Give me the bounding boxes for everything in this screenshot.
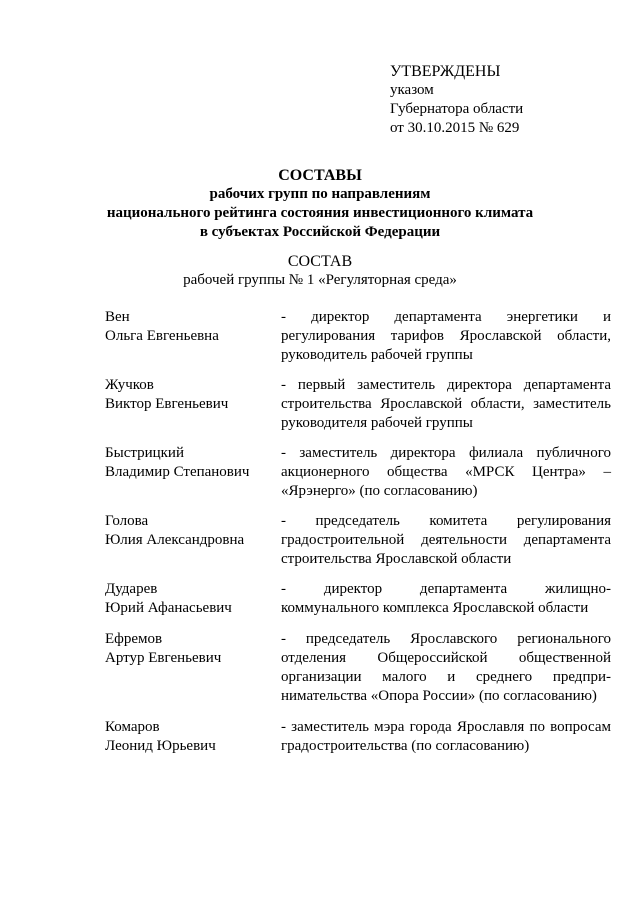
title-line-2: рабочих групп по направлениям [209, 186, 431, 202]
member-surname: Жучков [105, 377, 154, 393]
member-role-line: - директор департамента энергетики и [281, 309, 611, 325]
member-entry [0, 512, 640, 572]
approval-date: от 30.10.2015 № 629 [390, 120, 520, 136]
member-surname: Комаров [105, 719, 160, 735]
member-entry [0, 308, 640, 368]
group-heading-line-2: рабочей группы № 1 «Регуляторная среда» [183, 272, 457, 288]
member-role [281, 512, 611, 569]
member-surname: Вен [105, 309, 130, 325]
member-name [105, 512, 275, 550]
member-role-line: руководитель рабочей группы [281, 347, 473, 363]
document-title [0, 166, 640, 242]
title-line-1: СОСТАВЫ [278, 167, 362, 184]
member-role [281, 308, 611, 365]
member-surname: Голова [105, 513, 149, 529]
member-role-line: градостроительства (по согласованию) [281, 738, 530, 754]
approval-authority: Губернатора области [390, 101, 524, 117]
member-given-names: Юлия Александровна [105, 532, 245, 548]
member-role [281, 718, 611, 756]
member-role [281, 580, 611, 618]
group-heading [0, 252, 640, 290]
member-role-line: организации малого и среднего предпри- [281, 669, 611, 685]
member-surname: Дударев [105, 581, 158, 597]
member-entry [0, 630, 640, 704]
member-given-names: Юрий Афанасьевич [105, 600, 232, 616]
member-role-line: строительства Ярославской области, заместитель [281, 396, 611, 412]
member-name [105, 376, 275, 414]
member-role-line: - первый заместитель директора департамента [281, 377, 611, 393]
member-role-line: - заместитель мэра города Ярославля по вопросам [281, 719, 611, 735]
member-role-line: строительства Ярославской области [281, 551, 512, 567]
approval-stamp [390, 62, 523, 138]
member-role-line: регулирования тарифов Ярославской области, [281, 328, 611, 344]
member-role-line: - директор департамента жилищно- [281, 581, 611, 597]
member-given-names: Артур Евгеньевич [105, 650, 222, 666]
member-name [105, 444, 275, 482]
member-entry [0, 376, 640, 436]
member-role-line: акционерного общества «МРСК Центра» – [281, 464, 611, 480]
member-role-line: нимательства «Опора России» (по согласованию) [281, 688, 597, 704]
member-given-names: Владимир Степанович [105, 464, 250, 480]
member-name [105, 630, 275, 668]
member-role-line: - заместитель директора филиала публичного [281, 445, 611, 461]
member-role [281, 376, 611, 433]
member-role-line: - председатель комитета регулирования [281, 513, 611, 529]
approval-heading: УТВЕРЖДЕНЫ [390, 63, 501, 80]
member-surname: Быстрицкий [105, 445, 184, 461]
member-role-line: - председатель Ярославского регионального [281, 631, 611, 647]
member-role-line: «Ярэнерго» (по согласованию) [281, 483, 478, 499]
member-role-line: коммунального комплекса Ярославской области [281, 600, 589, 616]
member-entry [0, 718, 640, 778]
member-given-names: Виктор Евгеньевич [105, 396, 229, 412]
member-surname: Ефремов [105, 631, 163, 647]
approval-decree: указом [390, 82, 434, 98]
member-given-names: Ольга Евгеньевна [105, 328, 219, 344]
member-role-line: градостроительной деятельности департамента [281, 532, 611, 548]
member-role [281, 444, 611, 501]
member-name [105, 718, 275, 756]
member-role-line: руководителя рабочей группы [281, 415, 473, 431]
member-role [281, 630, 611, 706]
group-heading-line-1: СОСТАВ [287, 253, 353, 270]
title-line-4: в субъектах Российской Федерации [199, 224, 441, 240]
title-line-3: национального рейтинга состояния инвестиционного климата [106, 205, 534, 221]
member-role-line: отделения Общероссийской общественной [281, 650, 611, 666]
member-name [105, 308, 275, 346]
member-entry [0, 444, 640, 504]
member-given-names: Леонид Юрьевич [105, 738, 216, 754]
member-name [105, 580, 275, 618]
